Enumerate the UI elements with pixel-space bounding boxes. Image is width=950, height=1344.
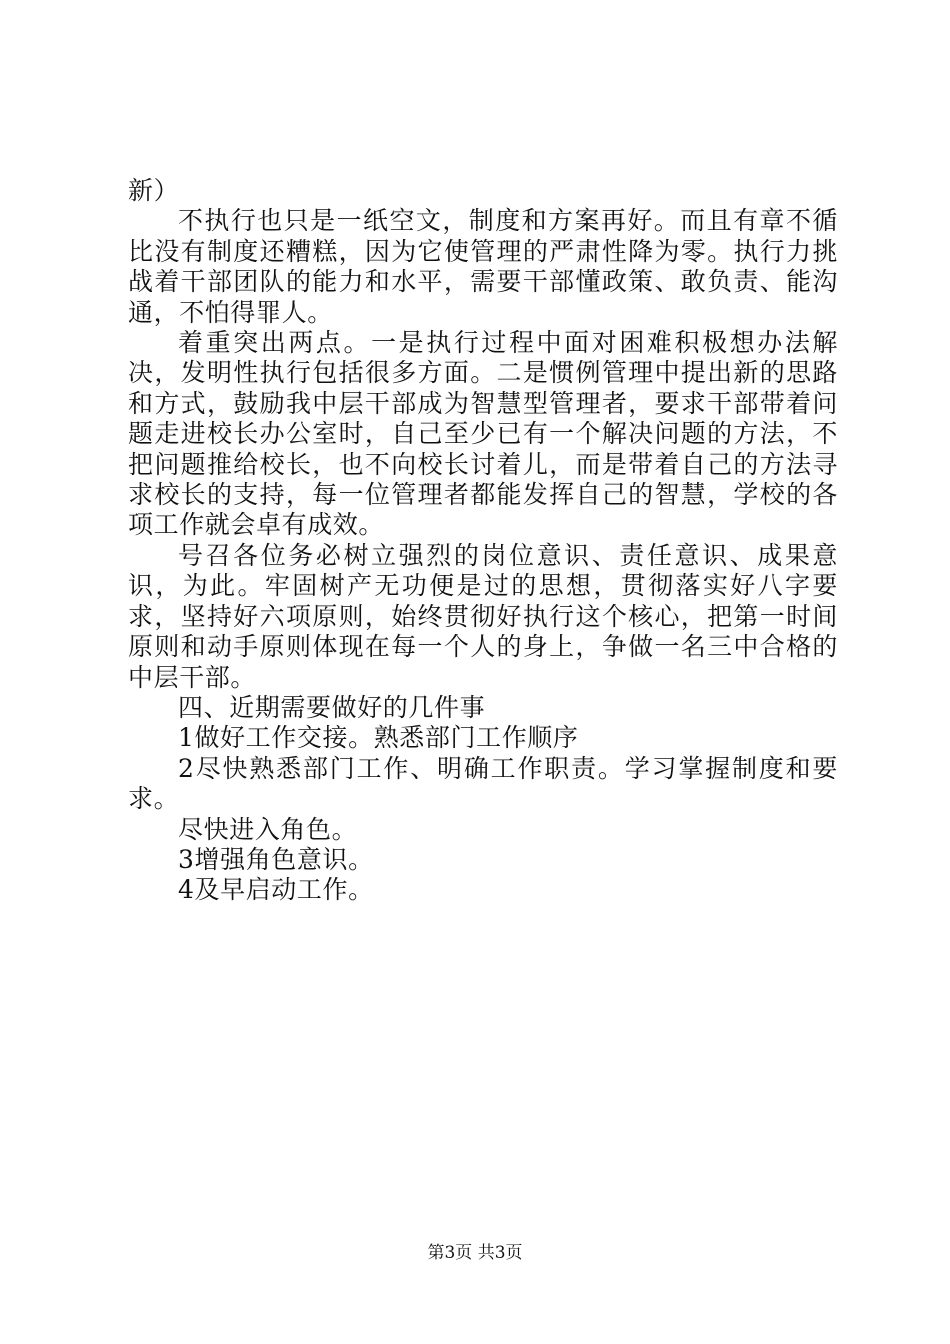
section-heading: 四、近期需要做好的几件事 <box>178 692 486 722</box>
paragraph: 尽快进入角色。 <box>178 814 358 844</box>
paragraph: 新） <box>128 176 180 205</box>
list-item: 4及早启动工作。 <box>178 875 374 905</box>
list-item: 3增强角色意识。 <box>178 844 374 874</box>
document-body <box>128 176 838 906</box>
paragraph: 号召各位务必树立强烈的岗位意识、责任意识、成果意识，为此。牢固树产无功便是过的思想，贯彻落实好八字要求，坚持好六项原则，始终贯彻好执行这个核心，把第一时间原则和动手原则体现在每一个人的身上，争做一名三中合格的中层干部。 <box>128 540 838 692</box>
paragraph: 不执行也只是一纸空文，制度和方案再好。而且有章不循比没有制度还糟糕，因为它使管理的严肃性降为零。执行力挑战着干部团队的能力和水平，需要干部懂政策、敢负责、能沟通，不怕得罪人。 <box>128 206 838 327</box>
list-item: 1做好工作交接。熟悉部门工作顺序 <box>178 723 579 753</box>
paragraph: 着重突出两点。一是执行过程中面对困难积极想办法解决，发明性执行包括很多方面。二是惯例管理中提出新的思路和方式，鼓励我中层干部成为智慧型管理者，要求干部带着问题走进校长办公室时，自己至少已有一个解决问题的方法，不把问题推给校长，也不向校长讨着儿，而是带着自己的方法寻求校长的支持，每一位管理者都能发挥自己的智慧，学校的各项工作就会卓有成效。 <box>128 328 838 540</box>
page-number-footer: 第3页 共3页 <box>427 1243 523 1263</box>
list-item: 2尽快熟悉部门工作、明确工作职责。学习掌握制度和要求。 <box>128 753 838 814</box>
